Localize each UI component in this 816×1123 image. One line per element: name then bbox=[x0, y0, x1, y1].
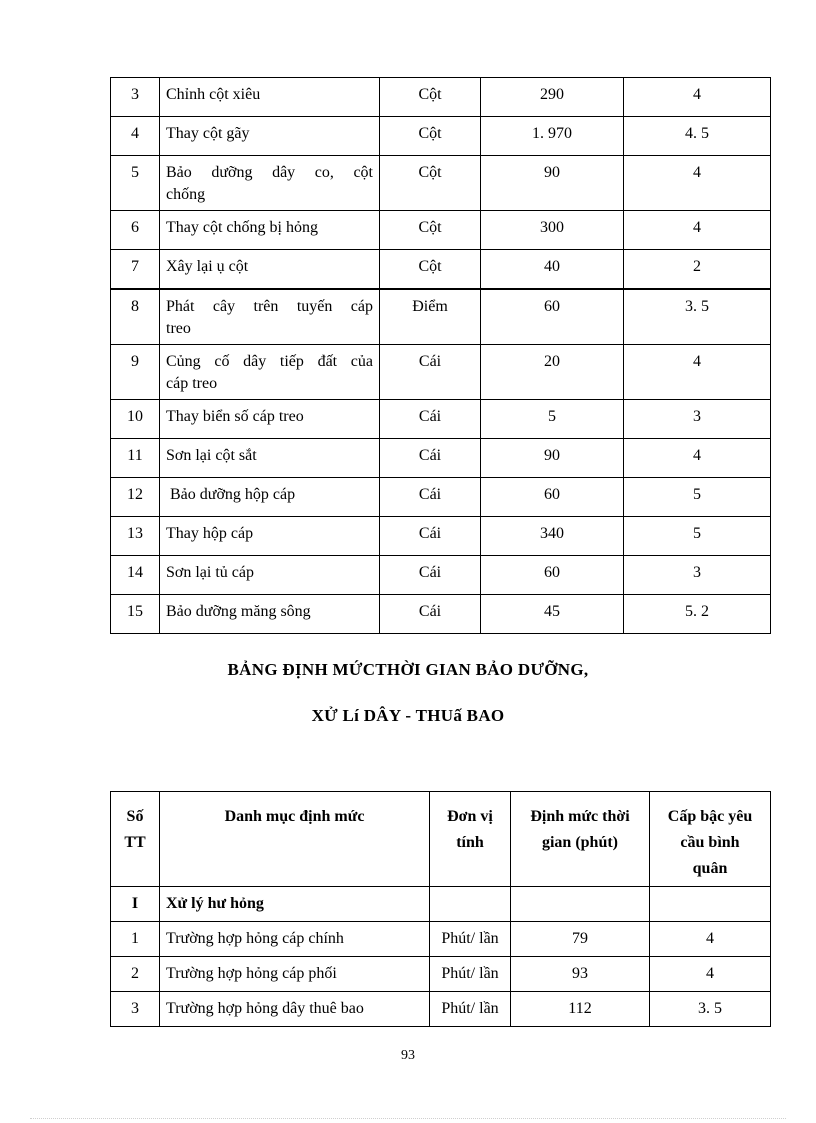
table-row bbox=[111, 556, 771, 595]
time-norm: 5 bbox=[481, 400, 624, 439]
unit: Cái bbox=[380, 439, 481, 478]
grade: 4 bbox=[650, 957, 771, 992]
unit: Cột bbox=[380, 211, 481, 250]
item-name: Trường hợp hỏng dây thuê bao bbox=[160, 992, 430, 1027]
item-name: Bảo dưỡng hộp cáp bbox=[160, 478, 380, 517]
time-norm: 40 bbox=[481, 250, 624, 290]
header-line: gian (phút) bbox=[541, 834, 619, 851]
unit: Cái bbox=[380, 595, 481, 634]
unit: Cái bbox=[380, 556, 481, 595]
table-header-row bbox=[111, 792, 771, 887]
unit: Cột bbox=[380, 78, 481, 117]
item-name-line1: Phát cây trên tuyến cáp bbox=[166, 298, 373, 315]
empty-cell bbox=[511, 887, 650, 922]
item-name bbox=[160, 345, 380, 400]
unit: Phút/ lần bbox=[430, 957, 511, 992]
item-name-line1: Bảo dưỡng dây co, cột bbox=[166, 164, 373, 181]
time-norm: 60 bbox=[481, 556, 624, 595]
row-number: 3 bbox=[111, 78, 160, 117]
unit: Cái bbox=[380, 478, 481, 517]
grade: 3. 5 bbox=[624, 289, 771, 345]
row-number: 7 bbox=[111, 250, 160, 290]
table-row bbox=[111, 439, 771, 478]
time-norm: 20 bbox=[481, 345, 624, 400]
header-line: quân bbox=[692, 860, 728, 877]
unit: Cái bbox=[380, 400, 481, 439]
item-name-line1: Củng cố dây tiếp đất của bbox=[166, 353, 373, 370]
row-number: 1 bbox=[111, 922, 160, 957]
section-name: Xử lý hư hỏng bbox=[160, 887, 430, 922]
item-name: Thay biển số cáp treo bbox=[160, 400, 380, 439]
header-line: Đơn vị bbox=[447, 808, 493, 825]
maintenance-norms-table-continued bbox=[110, 77, 771, 634]
column-header-grade bbox=[650, 792, 771, 887]
column-header-time bbox=[511, 792, 650, 887]
table-row bbox=[111, 250, 771, 290]
row-number: 9 bbox=[111, 345, 160, 400]
row-number: 3 bbox=[111, 992, 160, 1027]
time-norm: 79 bbox=[511, 922, 650, 957]
item-name: Bảo dưỡng măng sông bbox=[160, 595, 380, 634]
header-line: tính bbox=[456, 834, 484, 851]
item-name: Thay cột gãy bbox=[160, 117, 380, 156]
column-header-name: Danh mục định mức bbox=[160, 792, 430, 887]
section-row bbox=[111, 887, 771, 922]
table-row bbox=[111, 211, 771, 250]
unit: Phút/ lần bbox=[430, 992, 511, 1027]
item-name: Xây lại ụ cột bbox=[160, 250, 380, 290]
grade: 4 bbox=[624, 211, 771, 250]
grade: 4 bbox=[650, 922, 771, 957]
time-norm: 290 bbox=[481, 78, 624, 117]
section-title-line1: BẢNG ĐỊNH MỨCTHỜI GIAN BẢO DƯỠNG, bbox=[227, 660, 589, 679]
time-norm: 300 bbox=[481, 211, 624, 250]
time-norm: 90 bbox=[481, 439, 624, 478]
grade: 3 bbox=[624, 400, 771, 439]
grade: 4 bbox=[624, 156, 771, 211]
maintenance-time-norms-table bbox=[110, 791, 771, 1027]
table-row bbox=[111, 156, 771, 211]
empty-cell bbox=[430, 887, 511, 922]
item-name: Thay cột chống bị hỏng bbox=[160, 211, 380, 250]
time-norm: 45 bbox=[481, 595, 624, 634]
unit: Cái bbox=[380, 345, 481, 400]
item-name: Thay hộp cáp bbox=[160, 517, 380, 556]
page-number: 93 bbox=[401, 1048, 415, 1063]
header-line: Định mức thời bbox=[530, 808, 630, 825]
grade: 2 bbox=[624, 250, 771, 290]
unit: Cột bbox=[380, 156, 481, 211]
unit: Phút/ lần bbox=[430, 922, 511, 957]
header-line: TT bbox=[124, 834, 146, 851]
grade: 3 bbox=[624, 556, 771, 595]
row-number: 5 bbox=[111, 156, 160, 211]
table-row bbox=[111, 289, 771, 345]
time-norm: 93 bbox=[511, 957, 650, 992]
item-name: Sơn lại cột sắt bbox=[160, 439, 380, 478]
row-number: 8 bbox=[111, 289, 160, 345]
grade: 5 bbox=[624, 517, 771, 556]
header-line: Cấp bậc yêu bbox=[667, 808, 753, 825]
unit: Cái bbox=[380, 517, 481, 556]
grade: 3. 5 bbox=[650, 992, 771, 1027]
item-name bbox=[160, 289, 380, 345]
time-norm: 340 bbox=[481, 517, 624, 556]
empty-cell bbox=[650, 887, 771, 922]
time-norm: 1. 970 bbox=[481, 117, 624, 156]
table-row bbox=[111, 117, 771, 156]
row-number: 13 bbox=[111, 517, 160, 556]
table-row bbox=[111, 517, 771, 556]
table-row bbox=[111, 922, 771, 957]
item-name: Trường hợp hỏng cáp phối bbox=[160, 957, 430, 992]
grade: 4 bbox=[624, 345, 771, 400]
row-number: 10 bbox=[111, 400, 160, 439]
grade: 4. 5 bbox=[624, 117, 771, 156]
table-row bbox=[111, 595, 771, 634]
time-norm: 90 bbox=[481, 156, 624, 211]
table-row bbox=[111, 478, 771, 517]
unit: Cột bbox=[380, 117, 481, 156]
row-number: 2 bbox=[111, 957, 160, 992]
grade: 5. 2 bbox=[624, 595, 771, 634]
time-norm: 60 bbox=[481, 478, 624, 517]
table-row bbox=[111, 957, 771, 992]
item-name-line2: chống bbox=[166, 186, 206, 203]
section-title-line2: XỬ Lí DÂY - THUấ BAO bbox=[311, 706, 505, 725]
unit: Cột bbox=[380, 250, 481, 290]
table-row bbox=[111, 400, 771, 439]
table-row bbox=[111, 992, 771, 1027]
item-name: Sơn lại tủ cáp bbox=[160, 556, 380, 595]
grade: 5 bbox=[624, 478, 771, 517]
footer-divider bbox=[30, 1118, 786, 1119]
column-header-no bbox=[111, 792, 160, 887]
header-line: cầu bình bbox=[680, 834, 740, 851]
row-number: 11 bbox=[111, 439, 160, 478]
time-norm: 60 bbox=[481, 289, 624, 345]
table-row bbox=[111, 78, 771, 117]
item-name-line2: cáp treo bbox=[166, 375, 218, 392]
item-name-line2: treo bbox=[166, 320, 191, 337]
row-number: 4 bbox=[111, 117, 160, 156]
item-name: Chỉnh cột xiêu bbox=[160, 78, 380, 117]
time-norm: 112 bbox=[511, 992, 650, 1027]
grade: 4 bbox=[624, 439, 771, 478]
table-row bbox=[111, 345, 771, 400]
section-number: I bbox=[111, 887, 160, 922]
unit: Điểm bbox=[380, 289, 481, 345]
item-name bbox=[160, 156, 380, 211]
item-name: Trường hợp hỏng cáp chính bbox=[160, 922, 430, 957]
row-number: 6 bbox=[111, 211, 160, 250]
header-line: Số bbox=[126, 808, 144, 825]
grade: 4 bbox=[624, 78, 771, 117]
row-number: 14 bbox=[111, 556, 160, 595]
row-number: 12 bbox=[111, 478, 160, 517]
column-header-unit bbox=[430, 792, 511, 887]
row-number: 15 bbox=[111, 595, 160, 634]
